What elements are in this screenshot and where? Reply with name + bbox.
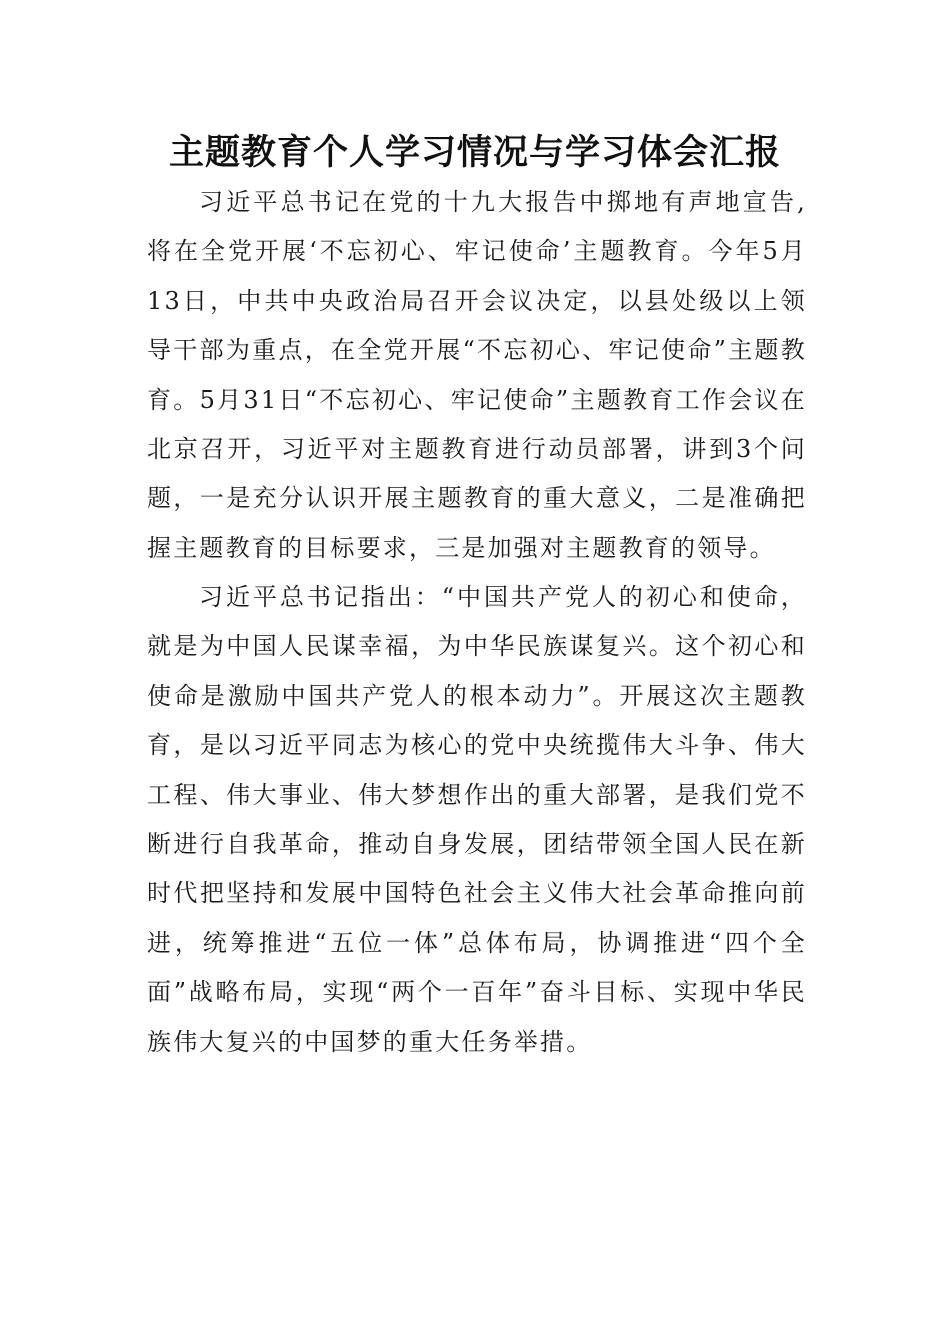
- paragraph-2: 习近平总书记指出：“中国共产党人的初心和使命，就是为中国人民谋幸福，为中华民族谋复兴。这个初心和使命是激励中国共产党人的根本动力”。开展这次主题教育，是以习近平同志为核心的党中央统揽伟大斗争、伟大工程、伟大事业、伟大梦想作出的重大部署，是我们党不断进行自我革命，推动自身发展，团结带领全国人民在新时代把坚持和发展中国特色社会主义伟大社会革命推向前进，统筹推进“五位一体”总体布局，协调推进“四个全面”战略布局，实现“两个一百年”奋斗目标、实现中华民族伟大复兴的中国梦的重大任务举措。: [147, 583, 807, 1056]
- paragraph-1: 习近平总书记在党的十九大报告中掷地有声地宣告,将在全党开展‘不忘初心、牢记使命’主题教育。今年5月13日，中共中央政治局召开会议决定，以县处级以上领导干部为重点，在全党开展“不忘初心、牢记使命”主题教育。5月31日“不忘初心、牢记使命”主题教育工作会议在北京召开，习近平对主题教育进行动员部署，讲到3个问题，一是充分认识开展主题教育的重大意义，二是准确把握主题教育的目标要求，三是加强对主题教育的领导。: [147, 188, 807, 562]
- document-title: 主题教育个人学习情况与学习体会汇报: [168, 133, 781, 173]
